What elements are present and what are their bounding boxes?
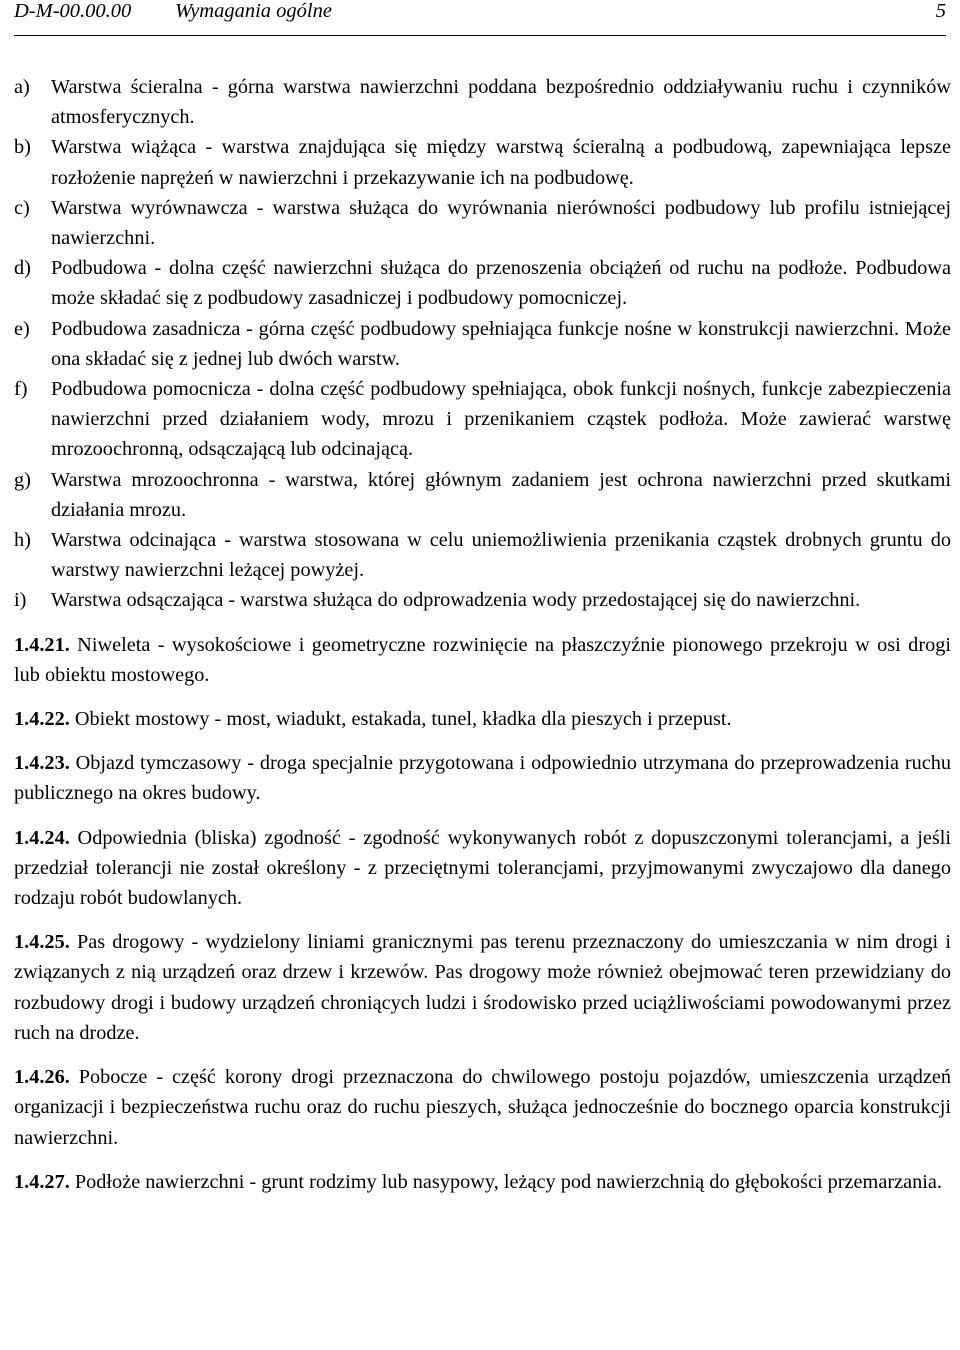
list-item-text: Warstwa odsączająca - warstwa służąca do odprowadzenia wody przedostającej się do nawierzchni. — [51, 589, 861, 612]
definition-paragraph — [14, 1062, 951, 1153]
list-item — [14, 253, 951, 313]
list-item-text: Warstwa odcinająca - warstwa stosowana w celu uniemożliwienia przenikania cząstek drobnych gruntu do warstwy nawierzchni leżącej powyżej. — [51, 529, 951, 582]
list-item-text: Podbudowa - dolna część nawierzchni służąca do przenoszenia obciążeń od ruchu na podłoże. Podbudowa może składać się z podbudowy zasadniczej i podbudowy pomocniczej. — [51, 257, 951, 310]
definition-number: 1.4.27. — [14, 1170, 70, 1193]
definition-paragraph — [14, 630, 951, 690]
definition-paragraph — [14, 1167, 951, 1197]
list-item — [14, 193, 951, 253]
definition-text: Objazd tymczasowy - droga specjalnie przygotowana i odpowiednio utrzymana do przeprowadzenia ruchu publicznego na okres budowy. — [14, 752, 951, 805]
list-item-text: Warstwa ścieralna - górna warstwa nawierzchni poddana bezpośrednio oddziaływaniu ruchu i czynników atmosferycznych. — [51, 76, 951, 129]
list-item-marker: h) — [14, 529, 31, 552]
page-number: 5 — [935, 0, 946, 22]
document-body — [14, 72, 951, 1197]
definition-list — [14, 630, 951, 1197]
list-item-marker: e) — [14, 317, 30, 340]
definition-text: Odpowiednia (bliska) zgodność - zgodność wykonywanych robót z dopuszczonymi tolerancjami, a jeśli przedział tolerancji nie został określony - z przeciętnymi tolerancjami, przyjmowanymi zwyczajowo dla danego rodzaju robót budowlanych. — [14, 826, 951, 910]
document-title: Wymagania ogólne — [175, 0, 332, 22]
definition-text: Pas drogowy - wydzielony liniami granicznymi pas terenu przeznaczony do umieszczania w nim drogi i związanych z nią urządzeń oraz drzew i krzewów. Pas drogowy może również obejmować teren przewidziany do rozbudowy drogi i budowy urządzeń chroniących ludzi i środowisko przed uciążliwościami powodowanymi przez ruch na drodze. — [14, 931, 951, 1044]
list-item — [14, 374, 951, 465]
definition-number: 1.4.22. — [14, 708, 70, 731]
definition-text: Pobocze - część korony drogi przeznaczona do chwilowego postoju pojazdów, umieszczenia urządzeń organizacji i bezpieczeństwa ruchu oraz do ruchu pieszych, służąca jednocześnie do bocznego oparcia konstrukcji nawierzchni. — [14, 1066, 951, 1149]
list-item-marker: c) — [14, 196, 30, 219]
document-code: D-M-00.00.00 — [14, 0, 132, 22]
list-item-text: Warstwa mrozoochronna - warstwa, której głównym zadaniem jest ochrona nawierzchni przed skutkami działania mrozu. — [51, 468, 951, 521]
definition-number: 1.4.23. — [14, 752, 70, 775]
definition-number: 1.4.26. — [14, 1066, 70, 1089]
list-item — [14, 132, 951, 192]
list-item-text: Warstwa wiążąca - warstwa znajdująca się między warstwą ścieralną a podbudową, zapewniająca lepsze rozłożenie naprężeń w nawierzchni i przekazywanie ich na podbudowę. — [51, 136, 951, 189]
list-item — [14, 72, 951, 132]
list-item-marker: a) — [14, 76, 30, 98]
list-item-text: Podbudowa pomocnicza - dolna część podbudowy spełniająca, obok funkcji nośnych, funkcje zabezpieczenia nawierzchni przed działaniem wody, mrozu i przenikaniem cząstek podłoża. Może zawierać warstwę mrozoochronną, odsączającą lub odcinającą. — [51, 378, 951, 461]
page-header — [14, 0, 946, 36]
definition-paragraph — [14, 927, 951, 1048]
list-item-marker: f) — [14, 378, 28, 401]
definition-number: 1.4.21. — [14, 633, 70, 656]
list-item — [14, 314, 951, 374]
list-item-marker: g) — [14, 468, 31, 491]
definition-number: 1.4.25. — [14, 931, 70, 954]
list-item-text: Podbudowa zasadnicza - górna część podbudowy spełniająca funkcje nośne w konstrukcji nawierzchni. Może ona składać się z jednej lub dwóch warstw. — [51, 317, 951, 370]
definition-paragraph — [14, 823, 951, 914]
definition-number: 1.4.24. — [14, 826, 70, 849]
layer-list — [14, 72, 951, 616]
definition-text: Obiekt mostowy - most, wiadukt, estakada, tunel, kładka dla pieszych i przepust. — [69, 708, 732, 731]
definition-paragraph — [14, 748, 951, 808]
list-item-marker: b) — [14, 136, 31, 159]
list-item-text: Warstwa wyrównawcza - warstwa służąca do wyrównania nierówności podbudowy lub profilu istniejącej nawierzchni. — [51, 196, 951, 250]
list-item — [14, 585, 951, 615]
definition-text: Niweleta - wysokościowe i geometryczne rozwinięcie na płaszczyźnie pionowego przekroju w osi drogi lub obiektu mostowego. — [14, 633, 951, 686]
definition-text: Podłoże nawierzchni - grunt rodzimy lub nasypowy, leżący pod nawierzchnią do głębokości przemarzania. — [69, 1170, 942, 1193]
list-item — [14, 525, 951, 585]
list-item-marker: d) — [14, 257, 31, 280]
list-item — [14, 465, 951, 525]
definition-paragraph — [14, 704, 951, 734]
list-item-marker: i) — [14, 589, 27, 612]
